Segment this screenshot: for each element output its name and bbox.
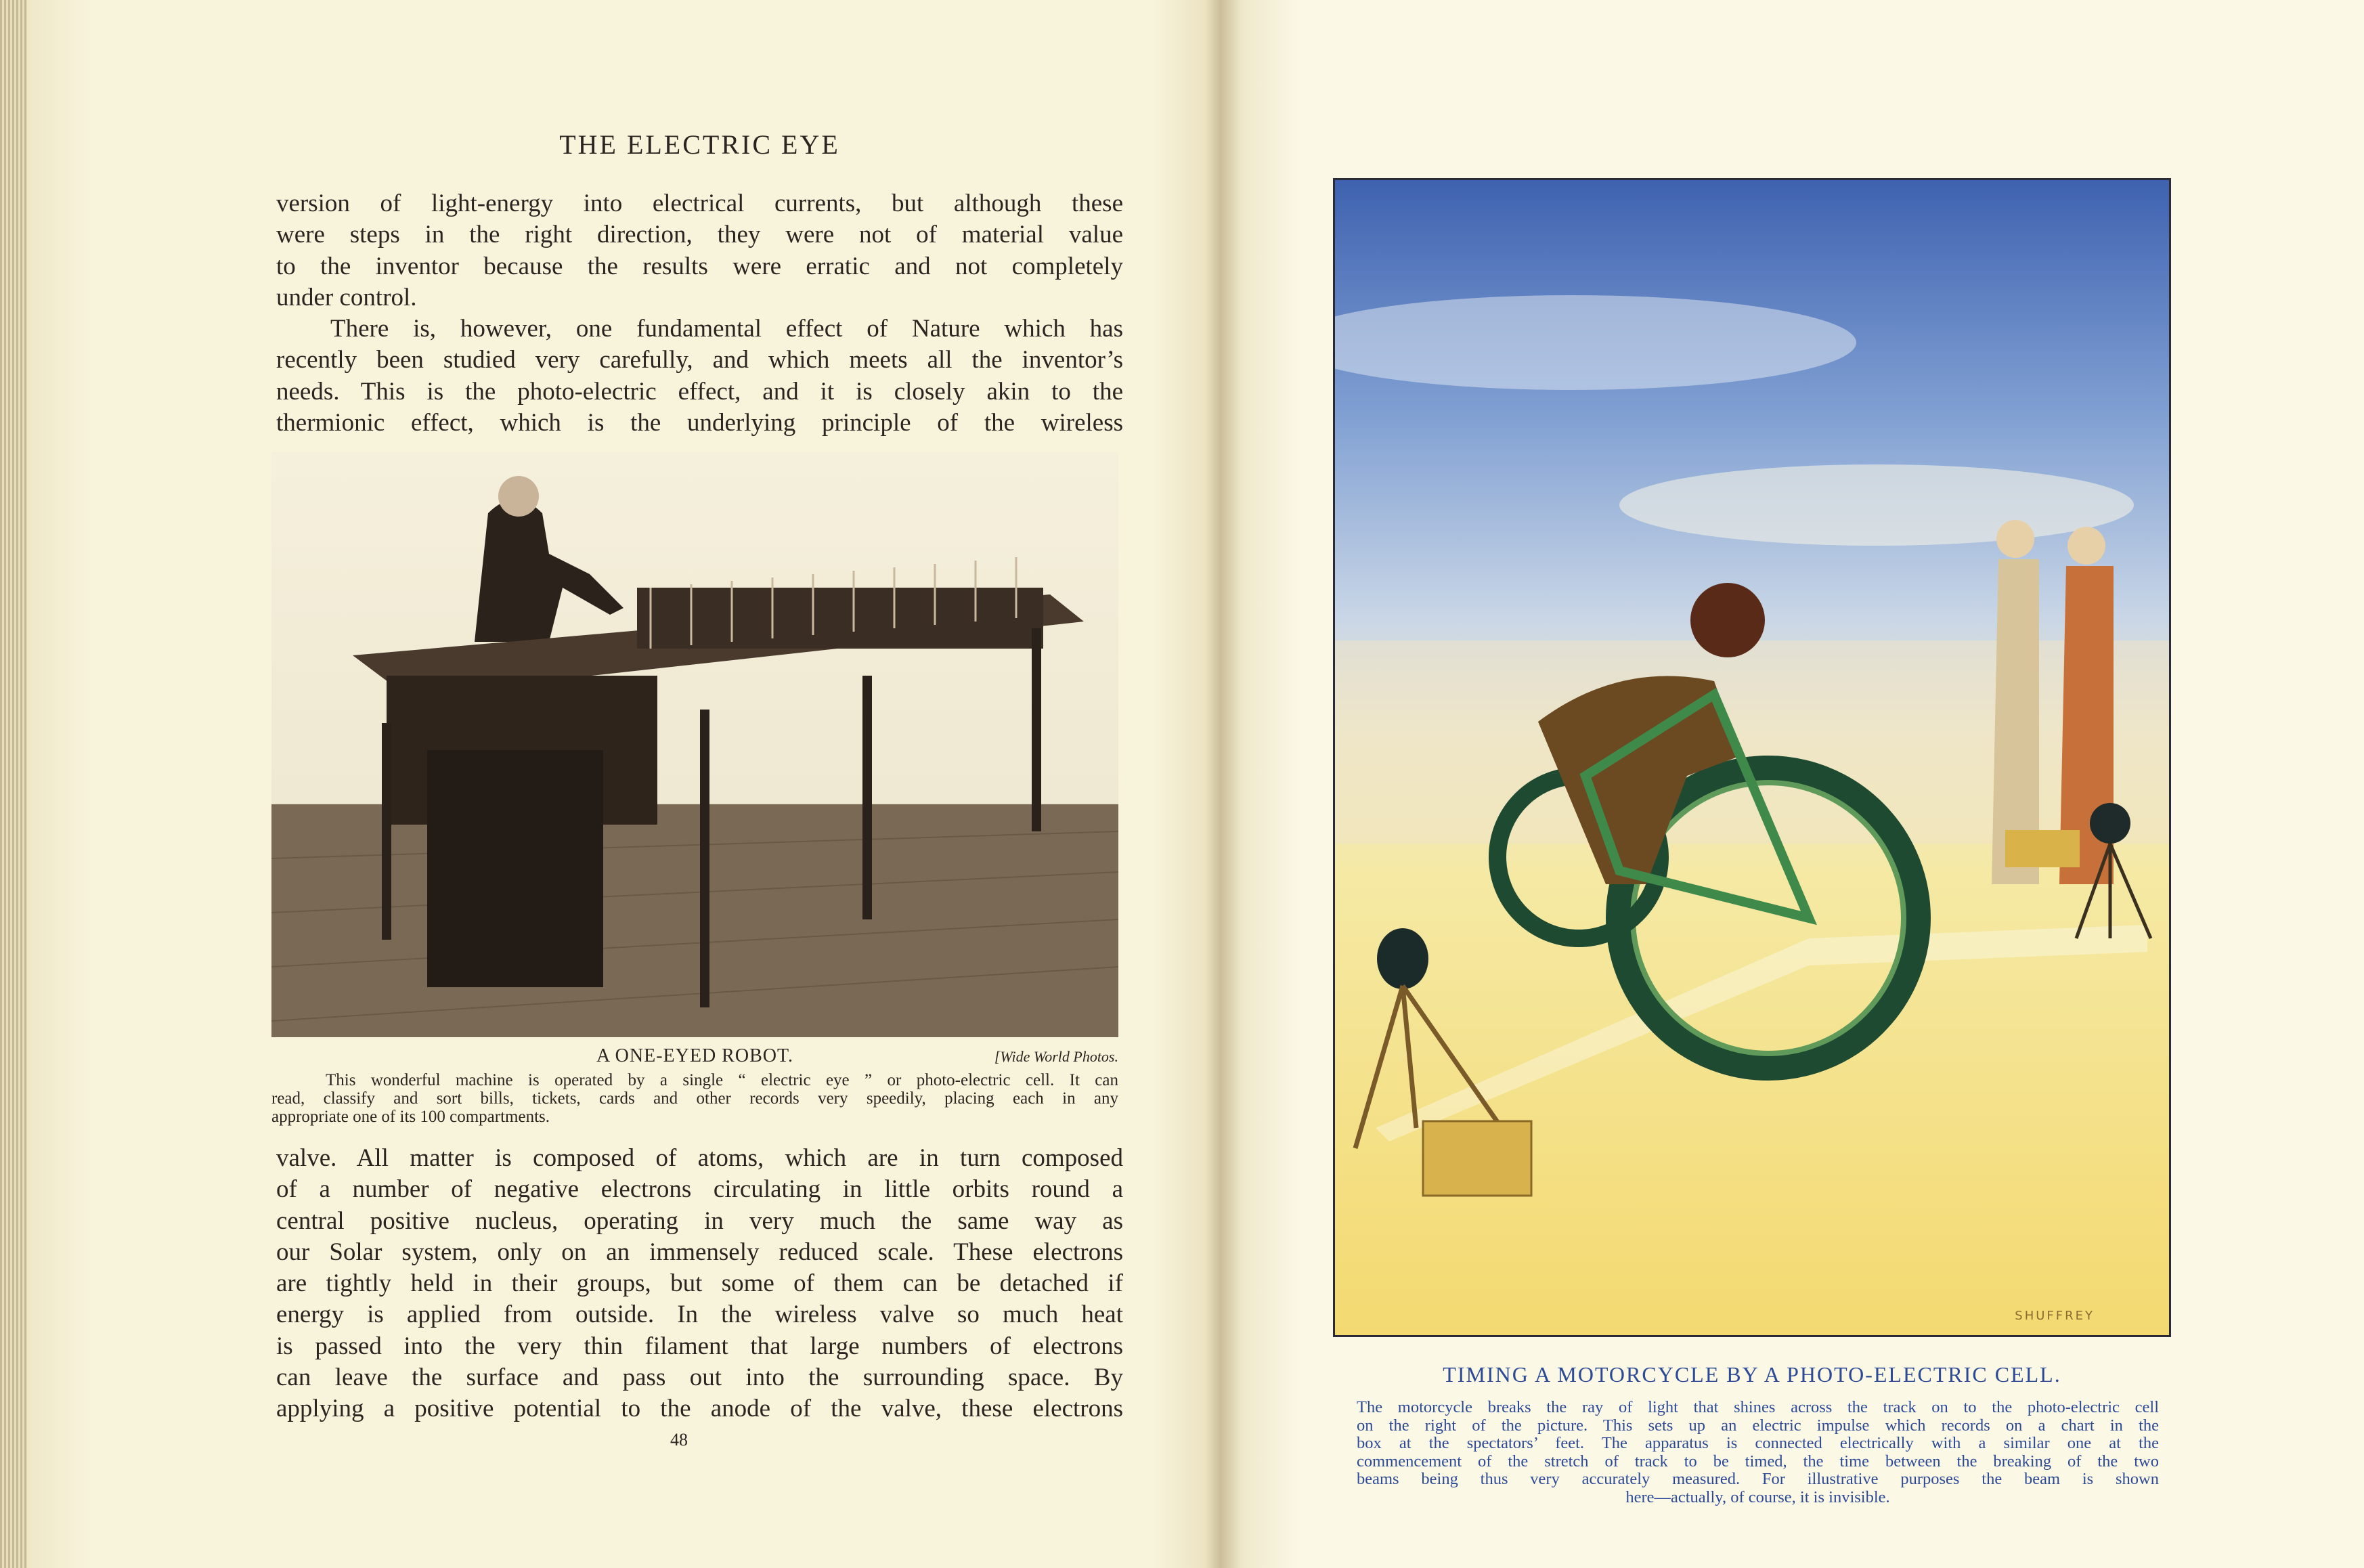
artist-signature: SHUFFREY [2015,1309,2095,1323]
text-line: on the right of the picture. This sets up an electric impulse which records on a chart in the [1357,1416,2159,1435]
text-line: our Solar system, only on an immensely reduced scale. These electrons [276,1238,1123,1266]
text-line: can leave the surface and pass out into the surrounding space. By [276,1364,1123,1392]
sorting-machine-illustration [271,452,1118,1037]
page-edges [0,0,27,1568]
motorcycle-illustration [1335,180,2171,1337]
plate-caption [1357,1399,2159,1506]
text-line: beams being thus very accurately measured. For illustrative purposes the beam is shown [1357,1470,2159,1488]
body-text-top [276,188,1123,439]
text-line: commencement of the stretch of track to be timed, the time between the breaking of the two [1357,1452,2159,1471]
text-line: thermionic effect, which is the underlying principle of the wireless [276,409,1123,437]
text-line: recently been studied very carefully, and which meets all the inventor’s [276,346,1123,374]
text-line: here—actually, of course, it is invisible. [1625,1487,1890,1506]
text-line: needs. This is the photo-electric effect, and it is closely akin to the [276,377,1123,406]
page-number: 48 [670,1430,688,1450]
figure-caption [271,1071,1118,1126]
text-line: is passed into the very thin filament that large numbers of electrons [276,1332,1123,1360]
text-line: valve. All matter is composed of atoms, which are in turn composed [276,1144,1123,1172]
text-line: are tightly held in their groups, but some of them can be detached if [276,1269,1123,1298]
text-line: box at the spectators’ feet. The apparatus is connected electrically with a similar one at the [1357,1434,2159,1452]
text-line: applying a positive potential to the anode of the valve, these electrons [276,1395,1123,1423]
photo-credit: [Wide World Photos. [994,1048,1118,1065]
text-line: There is, however, one fundamental effect of Nature which has [330,315,1123,343]
plate-title: TIMING A MOTORCYCLE BY A PHOTO-ELECTRIC CELL. [1443,1362,2061,1387]
figure-title: A ONE-EYED ROBOT. [596,1045,793,1066]
text-line: central positive nucleus, operating in very much the same way as [276,1206,1123,1235]
text-line: read, classify and sort bills, tickets, cards and other records very speedily, placing each in any [271,1089,1118,1108]
text-line: appropriate one of its 100 compartments. [271,1108,550,1126]
text-line: of a number of negative electrons circulating in little orbits round a [276,1175,1123,1204]
text-line: under control. [276,283,417,311]
motorcycle-plate [1333,178,2171,1337]
text-line: The motorcycle breaks the ray of light that shines across the track on to the photo-electric cell [1357,1398,2159,1416]
robot-photo [271,452,1118,1037]
body-text-bottom [276,1143,1123,1425]
text-line: energy is applied from outside. In the wireless valve so much heat [276,1301,1123,1329]
text-line: version of light-energy into electrical currents, but although these [276,190,1123,217]
text-line: to the inventor because the results were erratic and not completely [276,252,1123,280]
running-head: THE ELECTRIC EYE [559,129,840,160]
text-line: This wonderful machine is operated by a single “ electric eye ” or photo-electric cell. It can [326,1071,1118,1089]
text-line: were steps in the right direction, they were not of material value [276,221,1123,249]
